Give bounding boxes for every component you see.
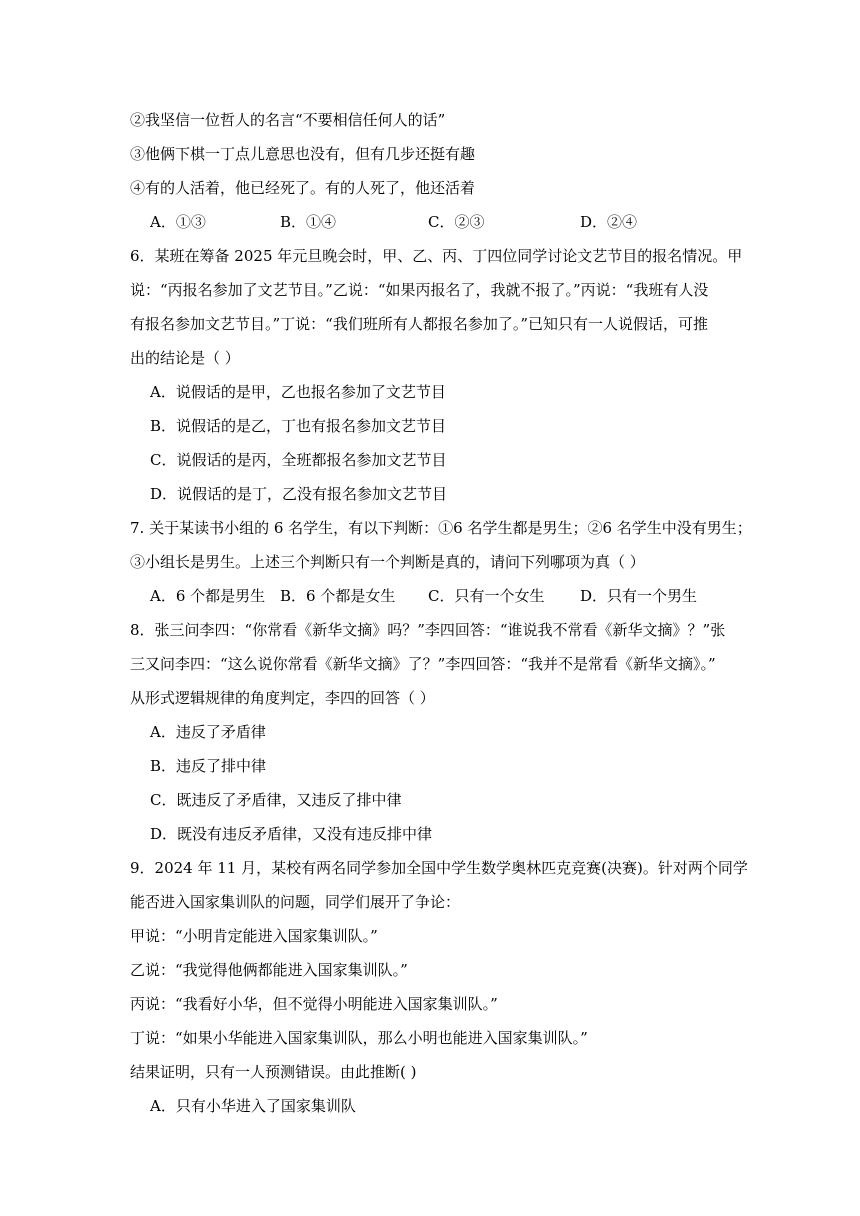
q7-options-row: [0, 586, 860, 606]
q8-stem-line-1: 8．张三问李四：“你常看《新华文摘》吗？”李四回答：“谁说我不常看《新华文摘》？”张: [130, 621, 726, 639]
q5-option-c: C．②③: [428, 213, 485, 231]
q7-stem-line-1: 7. 关于某读书小组的 6 名学生，有以下判断：①6 名学生都是男生；②6 名学生中没有男生；: [130, 519, 752, 537]
q9-statement-ding: 丁说：“如果小华能进入国家集训队，那么小明也能进入国家集训队。”: [130, 1029, 588, 1047]
q9-option-a: A．只有小华进入了国家集训队: [150, 1097, 356, 1115]
q5-options-row: [0, 212, 860, 232]
q6-stem-line-3: 有报名参加文艺节目。”丁说：“我们班所有人都报名参加了。”已知只有一人说假话，可推: [130, 315, 709, 333]
q9-stem-line-1: 9．2024 年 11 月，某校有两名同学参加全国中学生数学奥林匹克竞赛(决赛)。针对两个同学: [130, 859, 748, 877]
q6-option-a: A．说假话的是甲，乙也报名参加了文艺节目: [150, 383, 446, 401]
q8-option-c: C．既违反了矛盾律，又违反了排中律: [150, 791, 402, 809]
q8-option-b: B．违反了排中律: [150, 757, 267, 775]
q9-statement-bing: 丙说：“我看好小华，但不觉得小明能进入国家集训队。”: [130, 995, 498, 1013]
q5-item-2: ②我坚信一位哲人的名言“不要相信任何人的话”: [130, 111, 446, 129]
q6-stem-line-1: 6．某班在筹备 2025 年元旦晚会时，甲、乙、丙、丁四位同学讨论文艺节目的报名情况。甲: [130, 247, 743, 265]
q8-stem-line-3: 从形式逻辑规律的角度判定，李四的回答（ ）: [130, 689, 435, 707]
q6-option-b: B．说假话的是乙，丁也有报名参加文艺节目: [150, 417, 447, 435]
q6-stem-line-2: 说：“丙报名参加了文艺节目。”乙说：“如果丙报名了，我就不报了。”丙说：“我班有人没: [130, 281, 709, 299]
q5-item-4: ④有的人活着，他已经死了。有的人死了，他还活着: [130, 179, 476, 197]
q9-statement-jia: 甲说：“小明肯定能进入国家集训队。”: [130, 927, 378, 945]
q8-option-d: D．既没有违反矛盾律，又没有违反排中律: [150, 825, 433, 843]
q6-option-d: D．说假话的是丁，乙没有报名参加文艺节目: [150, 485, 448, 503]
q9-conclusion-prompt: 结果证明，只有一人预测错误。由此推断( ): [130, 1063, 417, 1081]
q9-stem-line-2: 能否进入国家集训队的问题，同学们展开了争论：: [130, 893, 461, 911]
q8-option-a: A．违反了矛盾律: [150, 723, 266, 741]
q7-option-c: C．只有一个女生: [428, 587, 545, 605]
q6-stem-line-4: 出的结论是（ ）: [130, 349, 240, 367]
q7-option-d: D．只有一个男生: [580, 587, 698, 605]
q7-stem-line-2: ③小组长是男生。上述三个判断只有一个判断是真的，请问下列哪项为真（ ）: [130, 553, 645, 571]
q9-statement-yi: 乙说：“我觉得他俩都能进入国家集训队。”: [130, 961, 408, 979]
q5-item-3: ③他俩下棋一丁点儿意思也没有，但有几步还挺有趣: [130, 145, 476, 163]
q7-option-a: A．6 个都是男生: [150, 587, 266, 605]
q7-option-b: B．6 个都是女生: [280, 587, 396, 605]
q8-stem-line-2: 三又问李四：“这么说你常看《新华文摘》了？”李四回答：“我并不是常看《新华文摘》。”: [130, 655, 716, 673]
q5-option-b: B．①④: [280, 213, 337, 231]
q6-option-c: C．说假话的是丙，全班都报名参加文艺节目: [150, 451, 447, 469]
q5-option-d: D．②④: [580, 213, 638, 231]
q5-option-a: A．①③: [150, 213, 206, 231]
